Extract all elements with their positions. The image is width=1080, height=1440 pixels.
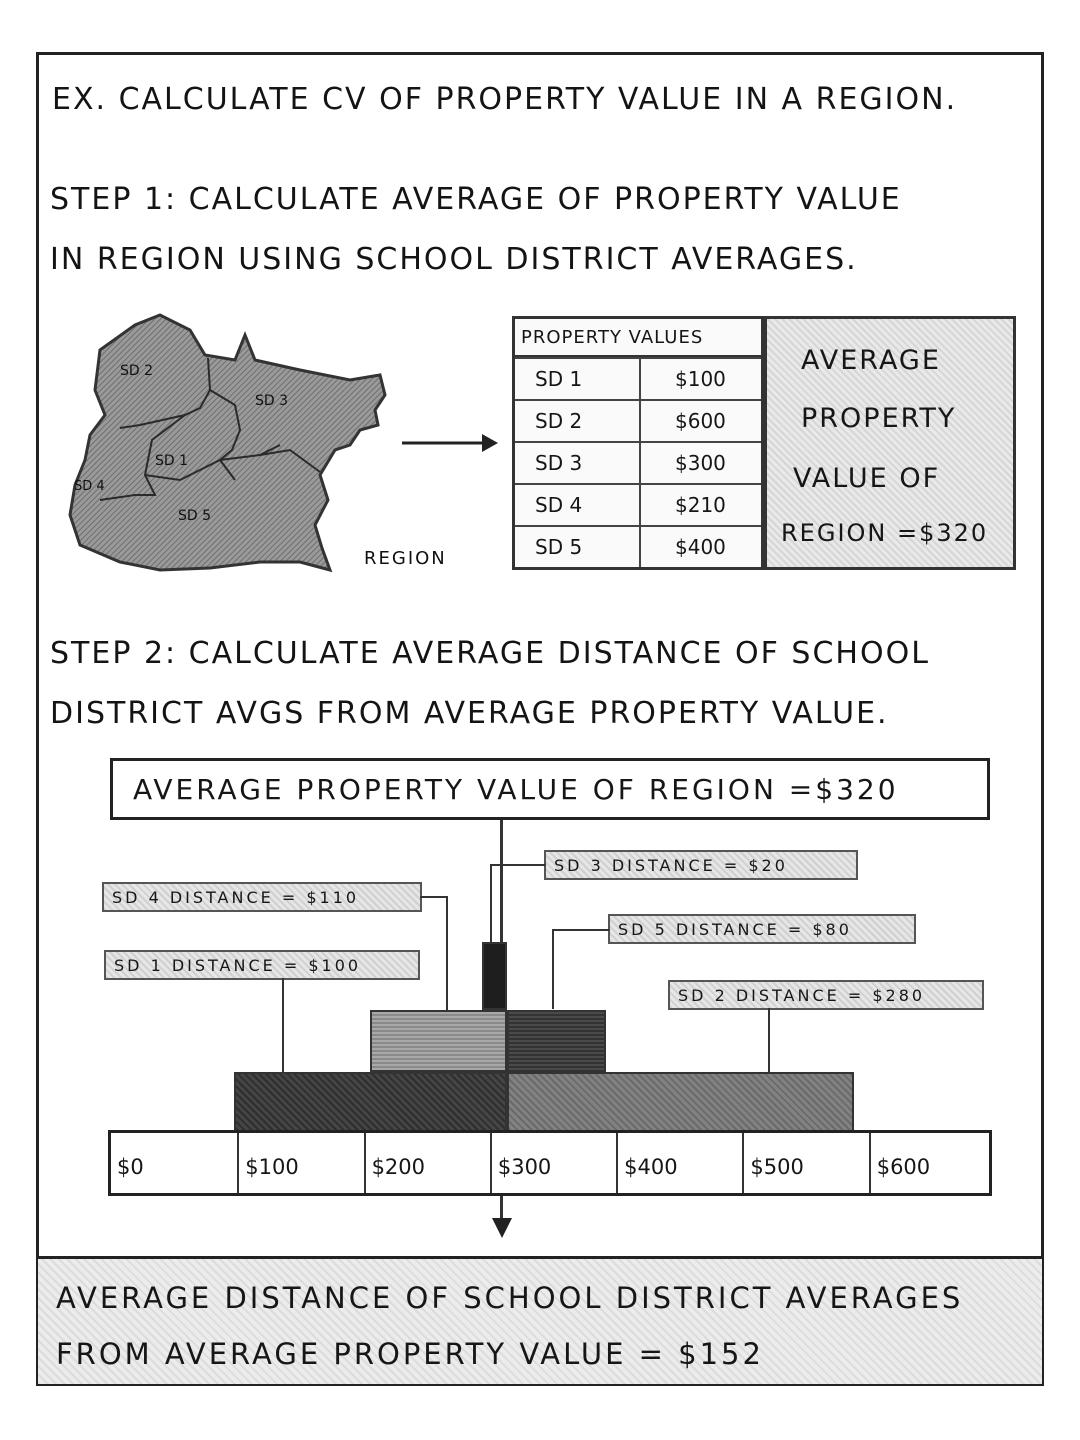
result-line2: FROM AVERAGE PROPERTY VALUE = $152 [56,1337,764,1371]
table-district: SD 5 [535,535,583,559]
step1-heading-line2: IN REGION USING SCHOOL DISTRICT AVERAGES. [50,242,858,277]
region-outline [70,315,385,570]
table-value: $210 [675,493,726,517]
table-header: PROPERTY VALUES [515,319,761,357]
axis-cell [490,1133,616,1193]
sd5-connector-vertical [552,929,554,1009]
table-row [515,357,761,399]
arrow-right-icon [400,428,500,458]
table-value: $300 [675,451,726,475]
sd4-connector-vertical [446,896,448,1010]
result-line1: AVERAGE DISTANCE OF SCHOOL DISTRICT AVERAGES [56,1281,964,1315]
axis-cell [742,1133,868,1193]
table-district: SD 3 [535,451,583,475]
table-row [515,399,761,441]
table-row [515,441,761,483]
average-value-banner: AVERAGE PROPERTY VALUE OF REGION =$320 [110,758,990,820]
table-district: SD 1 [535,367,583,391]
sd4-distance-label: SD 4 DISTANCE = $110 [102,882,422,912]
table-district: SD 4 [535,493,583,517]
axis-tick-label: $100 [245,1155,299,1179]
result-footer [38,1256,1042,1384]
sd4-map-label: SD 4 [74,479,105,494]
table-value: $600 [675,409,726,433]
step2-heading-line2: DISTRICT AVGS FROM AVERAGE PROPERTY VALUE. [50,696,889,731]
distance-bar-sd4 [370,1010,506,1072]
axis-tick-label: $200 [371,1155,426,1179]
sd5-distance-label: SD 5 DISTANCE = $80 [608,914,916,944]
arrow-down-icon [490,1216,514,1240]
sd1-connector-vertical [282,978,284,1072]
sd4-connector [420,896,448,898]
sd3-connector [490,864,546,866]
table-value: $400 [675,535,726,559]
axis-tick-label: $500 [750,1155,804,1179]
sd3-distance-label: SD 3 DISTANCE = $20 [544,850,858,880]
sd2-map-label: SD 2 [120,363,154,379]
axis-cell [869,1133,995,1193]
sd5-connector [552,929,610,931]
sd2-distance-label: SD 2 DISTANCE = $280 [668,980,984,1010]
axis-cell [111,1133,237,1193]
distance-bar-sd5 [507,1010,606,1072]
page-title: EX. CALCULATE CV OF PROPERTY VALUE IN A REGION. [52,82,958,117]
average-value-box [764,316,1016,570]
region-map [60,300,447,590]
region-label: REGION [364,548,447,569]
distance-bar-sd3 [482,942,507,1010]
avg-box-line1: AVERAGE [801,345,941,376]
sd2-connector-vertical [768,1008,770,1072]
avg-box-line3: VALUE OF [793,463,941,494]
sd3-map-label: SD 3 [255,393,289,409]
table-row [515,483,761,525]
value-axis [108,1130,992,1196]
avg-box-line2: PROPERTY [801,403,957,434]
table-value: $100 [675,367,726,391]
distance-bar-sd2 [507,1072,854,1132]
sd3-connector-vertical [490,864,492,944]
distance-bar-sd1 [234,1072,507,1132]
sd1-distance-label: SD 1 DISTANCE = $100 [104,950,420,980]
step1-heading-line1: STEP 1: CALCULATE AVERAGE OF PROPERTY VALUE [50,182,902,217]
sd1-map-label: SD 1 [155,453,189,469]
table-row [515,525,761,567]
axis-tick-label: $0 [117,1155,144,1179]
table-district: SD 2 [535,409,583,433]
axis-cell [237,1133,363,1193]
property-values-table [512,316,764,570]
axis-tick-label: $300 [497,1155,552,1179]
axis-cell [616,1133,742,1193]
axis-tick-label: $400 [624,1155,678,1179]
axis-tick-label: $600 [876,1155,931,1179]
avg-box-line4: REGION =$320 [781,519,989,547]
step2-heading-line1: STEP 2: CALCULATE AVERAGE DISTANCE OF SCHOOL [50,636,930,671]
axis-cell [364,1133,490,1193]
sd5-map-label: SD 5 [178,508,212,524]
